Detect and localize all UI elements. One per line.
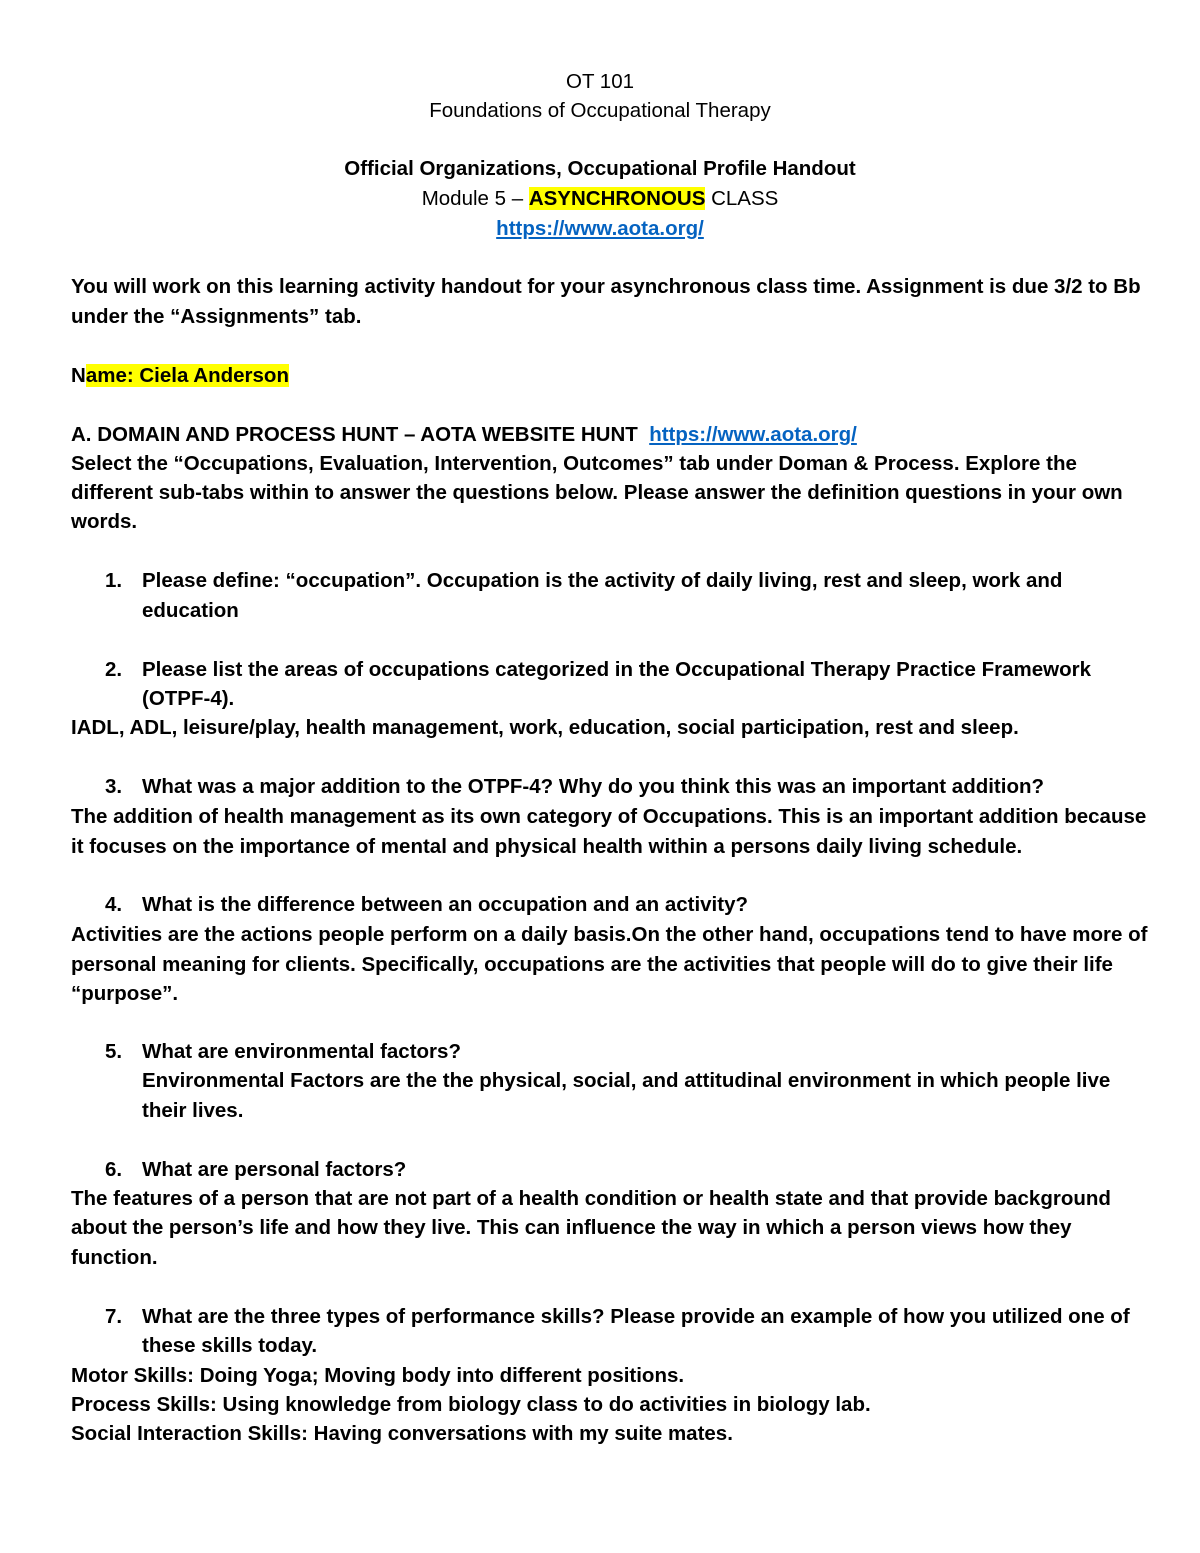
aota-link[interactable]: https://www.aota.org/ — [496, 217, 704, 240]
question-number: 3. — [105, 775, 123, 798]
student-name — [71, 361, 289, 390]
course-title: Foundations of Occupational Therapy — [429, 99, 771, 122]
intro-line-1: You will work on this learning activity handout for your asynchronous class time. Assignment is due 3/2 to Bb — [71, 275, 1141, 298]
answer-6-line-2: about the person’s life and how they live. This can influence the way in which a person views how they — [71, 1216, 1072, 1239]
module-prefix: Module 5 – — [421, 187, 529, 210]
question-1-line-1: Please define: “occupation”. Occupation is the activity of daily living, rest and sleep, work and — [142, 569, 1063, 592]
answer-7-line-2: Process Skills: Using knowledge from biology class to do activities in biology lab. — [71, 1393, 871, 1416]
instructions-line-2: different sub-tabs within to answer the questions below. Please answer the definition questions in your own — [71, 481, 1123, 504]
section-a-title: A. DOMAIN AND PROCESS HUNT – AOTA WEBSITE HUNT — [71, 423, 638, 446]
answer-3-line-1: The addition of health management as its own category of Occupations. This is an important addition because — [71, 805, 1147, 828]
course-code: OT 101 — [566, 70, 634, 93]
answer-6-line-1: The features of a person that are not part of a health condition or health state and that provide background — [71, 1187, 1111, 1210]
answer-4-line-3: “purpose”. — [71, 982, 179, 1005]
question-5-line-1: What are environmental factors? — [142, 1040, 461, 1063]
answer-7-line-3: Social Interaction Skills: Having conversations with my suite mates. — [71, 1422, 733, 1445]
name-highlight: ame: Ciela Anderson — [85, 364, 289, 387]
answer-6-line-3: function. — [71, 1246, 158, 1269]
answer-2-line-1: IADL, ADL, leisure/play, health management, work, education, social participation, rest and sleep. — [71, 716, 1019, 739]
instructions-line-3: words. — [71, 510, 138, 533]
answer-4-line-1: Activities are the actions people perform on a daily basis.On the other hand, occupations tend to have more of — [71, 923, 1148, 946]
question-3-line-1: What was a major addition to the OTPF-4? Why do you think this was an important addition? — [142, 775, 1045, 798]
question-1-line-2: education — [142, 599, 239, 622]
section-a-heading — [71, 420, 857, 449]
question-4-line-1: What is the difference between an occupation and an activity? — [142, 893, 749, 916]
module-suffix: CLASS — [705, 187, 779, 210]
instructions-line-1: Select the “Occupations, Evaluation, Intervention, Outcomes” tab under Doman & Process. Explore the — [71, 452, 1077, 475]
asynchronous-highlight: ASYNCHRONOUS — [528, 187, 706, 210]
answer-4-line-2: personal meaning for clients. Specifically, occupations are the activities that people will do to give their life — [71, 953, 1113, 976]
section-a-link[interactable]: https://www.aota.org/ — [649, 423, 857, 446]
question-5-line-3: their lives. — [142, 1099, 244, 1122]
question-7-line-1: What are the three types of performance skills? Please provide an example of how you utilized one of — [142, 1305, 1130, 1328]
question-5-line-2: Environmental Factors are the the physical, social, and attitudinal environment in which people live — [142, 1069, 1111, 1092]
question-2-line-1: Please list the areas of occupations categorized in the Occupational Therapy Practice Framework — [142, 658, 1092, 681]
header-url-line — [0, 214, 1200, 243]
intro-line-2: under the “Assignments” tab. — [71, 305, 362, 328]
question-7-line-2: these skills today. — [142, 1334, 318, 1357]
question-number: 6. — [105, 1158, 123, 1181]
answer-3-line-2: it focuses on the importance of mental and physical health within a persons daily living schedule. — [71, 835, 1023, 858]
answer-7-line-1: Motor Skills: Doing Yoga; Moving body into different positions. — [71, 1364, 685, 1387]
question-number: 5. — [105, 1040, 123, 1063]
question-number: 2. — [105, 658, 123, 681]
question-2-line-2: (OTPF-4). — [142, 687, 235, 710]
question-number: 7. — [105, 1305, 123, 1328]
question-number: 1. — [105, 569, 123, 592]
question-6-line-1: What are personal factors? — [142, 1158, 407, 1181]
name-prefix: N — [71, 364, 86, 387]
handout-title: Official Organizations, Occupational Profile Handout — [344, 157, 856, 180]
question-number: 4. — [105, 893, 123, 916]
module-line — [0, 184, 1200, 213]
